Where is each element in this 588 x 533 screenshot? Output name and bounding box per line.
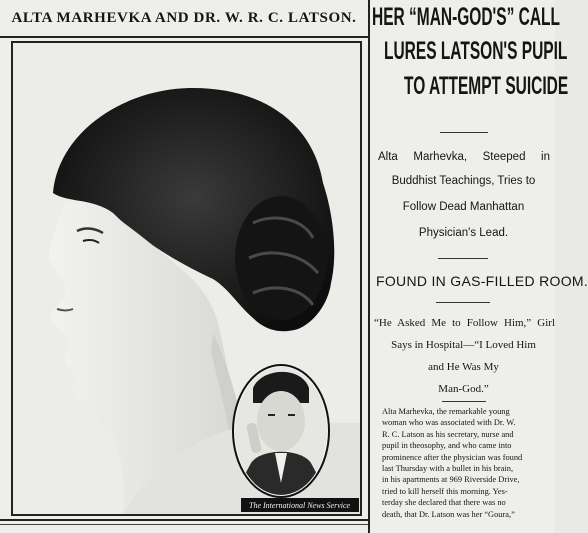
inset-portrait-man	[233, 365, 329, 497]
deck2-line-3: and He Was My	[428, 361, 499, 373]
deck2-line-4: Man-God.”	[438, 383, 489, 395]
photo-credit: The International News Service	[249, 501, 351, 510]
column-divider	[368, 0, 370, 533]
bottom-rule	[0, 519, 368, 521]
headline-line-3: TO ATTEMPT SUICIDE	[404, 72, 569, 100]
article-body	[382, 406, 554, 520]
body-line: Alta Marhevka, the remarkable young	[382, 407, 510, 416]
body-line: pupil in theosophy, and who came into	[382, 441, 512, 451]
headline-line-1: HER “MAN-GOD'S” CALL	[372, 3, 560, 31]
woman-profile-portrait	[13, 43, 360, 514]
deck-line-4: Physician's Lead.	[418, 227, 509, 239]
deck-line-1: Alta Marhevka, Steeped in	[378, 151, 550, 163]
photo-caption-text: ALTA MARHEVKA AND DR. W. R. C. LATSON.	[11, 9, 357, 26]
deck2-line-1: “He Asked Me to Follow Him,” Girl	[374, 317, 555, 329]
deck-line-2: Buddhist Teachings, Tries to	[391, 175, 536, 187]
body-line: R. C. Latson as his secretary, nurse and	[382, 429, 514, 439]
body-line: prominence after the physician was found	[382, 452, 523, 462]
body-line: in his apartments at 969 Riverside Drive,	[382, 475, 520, 485]
bottom-rule-thin	[0, 524, 368, 525]
subheadline: FOUND IN GAS-FILLED ROOM.	[376, 273, 588, 289]
headline-divider	[440, 132, 488, 133]
body-line: death, that Dr. Latson was her “Goura,”	[382, 509, 515, 519]
body-divider	[442, 401, 486, 402]
portrait-photo-frame	[11, 41, 362, 516]
article-column	[372, 0, 588, 533]
body-line: last Thursday with a bullet in his brain,	[382, 464, 514, 474]
headline-line-2: LURES LATSON'S PUPIL	[384, 37, 568, 65]
photo-caption-header	[0, 0, 368, 38]
body-line: woman who was associated with Dr. W.	[382, 418, 516, 428]
subhead-divider	[436, 302, 490, 303]
body-line: tried to kill herself this morning. Yes-	[382, 486, 508, 496]
body-line: terday she declared that there was no	[382, 498, 506, 508]
deck-line-3: Follow Dead Manhattan	[402, 201, 525, 213]
deck-divider	[438, 258, 488, 259]
deck2-line-2: Says in Hospital—“I Loved Him	[391, 339, 536, 351]
